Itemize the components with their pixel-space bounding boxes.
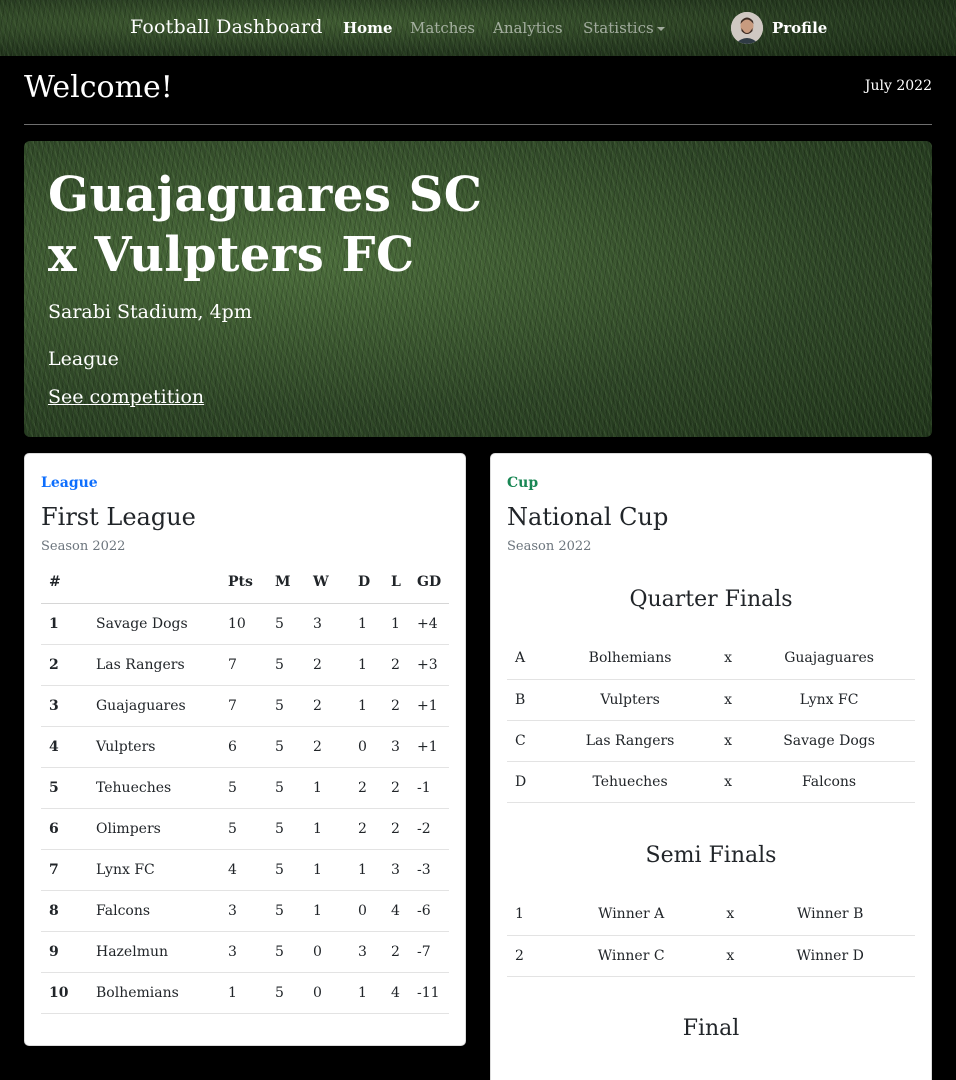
versus-separator: x [713,761,743,802]
table-row[interactable] [41,726,449,767]
table-cell: +3 [409,644,449,685]
table-cell: 8 [41,890,88,931]
versus-separator: x [715,935,745,976]
table-cell: 5 [267,849,305,890]
table-cell: 1 [220,972,267,1013]
table-cell: 2 [383,931,409,972]
table-cell: 5 [267,972,305,1013]
team-name: Vulpters [88,726,220,767]
standings-table [41,562,449,1014]
table-cell: 1 [350,603,383,644]
table-cell: 9 [41,931,88,972]
col-losses: L [383,562,409,603]
table-cell: 5 [267,685,305,726]
cup-season: Season 2022 [507,539,592,554]
team-name: Hazelmun [88,931,220,972]
table-cell: 1 [305,808,350,849]
home-team: Vulpters [547,679,713,720]
table-cell: 3 [220,931,267,972]
table-cell: 1 [305,890,350,931]
table-cell: -2 [409,808,449,849]
match-label: D [507,761,547,802]
match-label: 1 [507,894,547,935]
table-row[interactable] [41,644,449,685]
home-team: Tehueches [547,761,713,802]
match-label: A [507,638,547,679]
table-cell: 5 [267,644,305,685]
team-name: Tehueches [88,767,220,808]
table-cell: 4 [220,849,267,890]
team-name: Lynx FC [88,849,220,890]
table-cell: 5 [267,890,305,931]
nav-home[interactable]: Home [343,19,393,37]
team-name: Falcons [88,890,220,931]
league-card [24,453,466,1046]
date-label: July 2022 [864,78,932,94]
col-matches: M [267,562,305,603]
nav-analytics[interactable]: Analytics [493,19,563,37]
table-cell: 1 [350,644,383,685]
table-cell: 1 [41,603,88,644]
match-row[interactable] [507,894,915,935]
table-cell: 2 [305,726,350,767]
standings-header-row [41,562,449,603]
col-draws: D [350,562,383,603]
table-cell: 7 [220,644,267,685]
quarter-finals-table [507,638,915,803]
avatar[interactable] [731,12,763,44]
match-row[interactable] [507,935,915,976]
away-team: Winner B [745,894,915,935]
table-cell: 1 [350,972,383,1013]
away-team: Savage Dogs [743,720,915,761]
table-cell: 5 [267,808,305,849]
next-match-banner [24,141,932,437]
match-title: Guajaguares SC x Vulpters FC [48,167,483,283]
cup-tag: Cup [507,475,539,491]
table-cell: 1 [350,685,383,726]
table-cell: -7 [409,931,449,972]
table-cell: 2 [383,644,409,685]
versus-separator: x [713,679,743,720]
table-row[interactable] [41,603,449,644]
nav-statistics-label: Statistics [583,19,654,37]
league-tag: League [41,475,98,491]
match-row[interactable] [507,761,915,802]
table-cell: 3 [383,849,409,890]
league-title: First League [41,503,196,531]
table-cell: 2 [305,644,350,685]
table-cell: -1 [409,767,449,808]
table-cell: 5 [41,767,88,808]
table-cell: 10 [220,603,267,644]
table-cell: 3 [350,931,383,972]
home-team: Winner C [547,935,715,976]
navbar [0,0,956,56]
col-wins: W [305,562,350,603]
table-cell: 5 [220,808,267,849]
table-cell: 3 [305,603,350,644]
away-team: Lynx FC [743,679,915,720]
table-cell: 2 [41,644,88,685]
table-row[interactable] [41,767,449,808]
semi-finals-title: Semi Finals [645,843,777,868]
table-cell: 5 [220,767,267,808]
col-team [88,562,220,603]
cup-title: National Cup [507,503,669,531]
divider [24,124,932,125]
table-cell: -11 [409,972,449,1013]
table-cell: 3 [220,890,267,931]
match-venue: Sarabi Stadium, 4pm [48,301,252,323]
table-row[interactable] [41,890,449,931]
team-name: Las Rangers [88,644,220,685]
semi-finals-table [507,894,915,977]
away-team: Guajaguares [743,638,915,679]
versus-separator: x [713,638,743,679]
match-label: 2 [507,935,547,976]
league-season: Season 2022 [41,539,126,554]
table-cell: 2 [383,808,409,849]
table-cell: 5 [267,726,305,767]
table-cell: 5 [267,767,305,808]
table-cell: 2 [350,767,383,808]
team-name: Bolhemians [88,972,220,1013]
home-team: Bolhemians [547,638,713,679]
col-points: Pts [220,562,267,603]
match-row[interactable] [507,720,915,761]
nav-matches[interactable]: Matches [410,19,475,37]
match-competition-type: League [48,348,119,370]
table-cell: 2 [305,685,350,726]
match-label: B [507,679,547,720]
versus-separator: x [715,894,745,935]
table-row[interactable] [41,808,449,849]
table-cell: +4 [409,603,449,644]
table-cell: 0 [350,726,383,767]
match-row[interactable] [507,679,915,720]
table-cell: 0 [350,890,383,931]
quarter-finals-title: Quarter Finals [629,587,793,612]
table-row[interactable] [41,849,449,890]
page-title: Welcome! [24,70,173,105]
table-cell: +1 [409,685,449,726]
table-cell: -3 [409,849,449,890]
final-title: Final [682,1016,740,1041]
table-cell: 0 [305,931,350,972]
col-goal-diff: GD [409,562,449,603]
table-cell: 6 [220,726,267,767]
table-cell: 3 [41,685,88,726]
table-row[interactable] [41,931,449,972]
table-cell: 1 [383,603,409,644]
team-name: Guajaguares [88,685,220,726]
away-team: Winner D [745,935,915,976]
see-competition-link[interactable]: See competition [48,386,205,408]
table-row[interactable] [41,972,449,1013]
col-rank: # [41,562,88,603]
table-cell: 1 [305,767,350,808]
nav-statistics-dropdown[interactable] [583,19,665,37]
chevron-down-icon [657,27,665,31]
table-cell: -6 [409,890,449,931]
table-row[interactable] [41,685,449,726]
user-photo-icon [731,12,763,44]
table-cell: 1 [305,849,350,890]
cup-card [490,453,932,1080]
table-cell: 5 [267,931,305,972]
match-row[interactable] [507,638,915,679]
away-team: Falcons [743,761,915,802]
team-name: Olimpers [88,808,220,849]
table-cell: 4 [383,972,409,1013]
profile-link[interactable]: Profile [772,19,828,37]
table-cell: 3 [383,726,409,767]
table-cell: 7 [41,849,88,890]
versus-separator: x [713,720,743,761]
table-cell: 4 [383,890,409,931]
table-cell: 5 [267,603,305,644]
match-label: C [507,720,547,761]
table-cell: 10 [41,972,88,1013]
table-cell: 6 [41,808,88,849]
table-cell: 1 [350,849,383,890]
table-cell: 2 [350,808,383,849]
table-cell: 0 [305,972,350,1013]
table-cell: 4 [41,726,88,767]
home-team: Las Rangers [547,720,713,761]
home-team: Winner A [547,894,715,935]
table-cell: 2 [383,767,409,808]
brand-title[interactable]: Football Dashboard [130,16,323,38]
team-name: Savage Dogs [88,603,220,644]
table-cell: 7 [220,685,267,726]
table-cell: +1 [409,726,449,767]
table-cell: 2 [383,685,409,726]
